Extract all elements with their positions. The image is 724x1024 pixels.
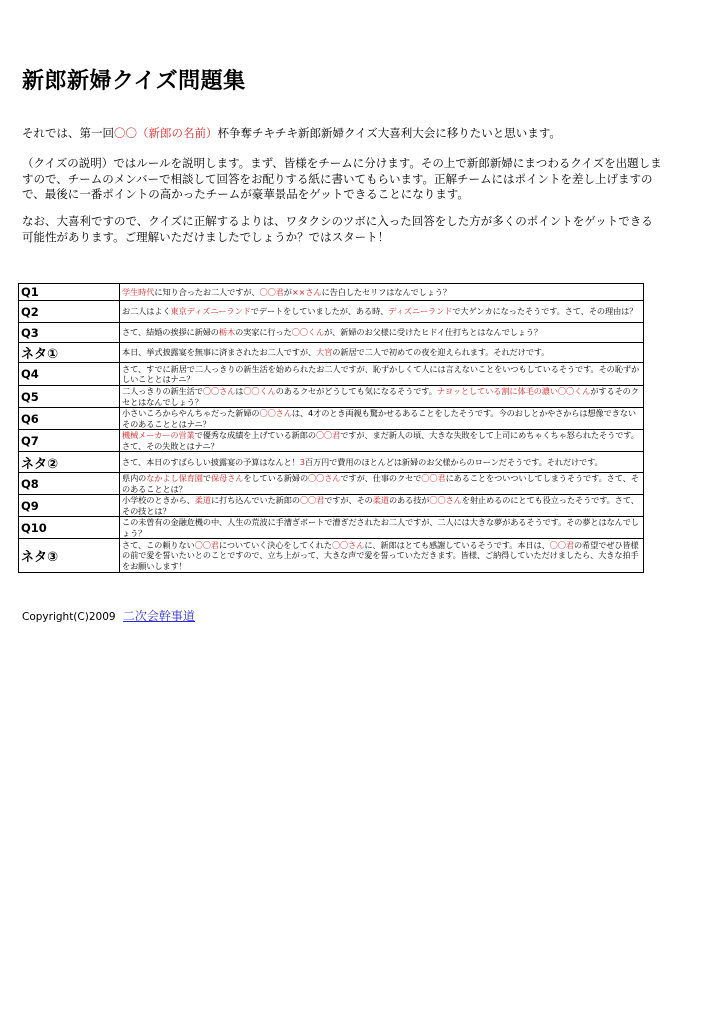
site-link[interactable]: 二次会幹事道 bbox=[122, 609, 195, 623]
highlight-text: 栃木 bbox=[218, 327, 236, 338]
highlight-text: 〇〇くん bbox=[291, 327, 325, 338]
text-segment: さて、この頼りない bbox=[122, 539, 195, 550]
quiz-row bbox=[19, 539, 644, 573]
question-text bbox=[120, 430, 644, 452]
text-segment: さて、結婚の挨拶に新婦の bbox=[122, 327, 219, 338]
text-segment: 小学校のときから、 bbox=[122, 495, 195, 505]
text-segment: にあることをついついしてしまうそうです。さて、そのあることとは？ bbox=[122, 473, 639, 494]
text-segment: 百万円で費用のほとんどは新婦のお父様からのローンだそうです。それだけです。 bbox=[304, 456, 603, 467]
highlight-text: なかよし保育園 bbox=[146, 473, 203, 483]
intro-paragraph-3: なお、大喜利ですので、クイズに正解するよりは、ワタクシのツボに入った回答をした方が多くのポイントをゲットできる可能性があります。ご理解いただけましたでしょうか？ではスタート！ bbox=[22, 214, 653, 244]
text-segment: さて、すでに新居で二人っきりの新生活を始められたお二人ですが、恥ずかしくて人には言えないことをいつもしているそうです。その恥ずかしいこととはナニ？ bbox=[122, 363, 640, 384]
highlight-text: 〇〇君 bbox=[299, 495, 325, 505]
question-label: Q5 bbox=[19, 386, 120, 408]
text-segment: お二人はよく bbox=[122, 306, 171, 317]
text-segment: この未曽有の金融危機の中、人生の荒波に手漕ぎボートで漕ぎだされたお二人ですが、二人には大きな夢があるそうです。その夢とはなんでしょう？ bbox=[122, 517, 639, 538]
text-segment: をしている新婦の bbox=[243, 473, 309, 483]
text-segment: 小さいころからやんちゃだった新婦の bbox=[122, 408, 260, 418]
question-label: Q9 bbox=[19, 495, 120, 517]
quiz-row bbox=[19, 408, 644, 430]
question-text bbox=[120, 473, 644, 495]
question-label: Q4 bbox=[19, 363, 120, 386]
question-label: ネタ① bbox=[19, 343, 120, 363]
text-segment: で大ゲンカになったそうです。さて、その理由は？ bbox=[452, 306, 638, 317]
quiz-row bbox=[19, 363, 644, 386]
highlight-text: 〇〇君 bbox=[259, 286, 284, 297]
question-label: ネタ③ bbox=[19, 539, 120, 573]
highlight-text: 〇〇さん bbox=[202, 386, 236, 396]
text-segment: 杯争奪チキチキ新郎新婦クイズ大喜利大会に移りたいと思います。 bbox=[217, 126, 561, 140]
quiz-row bbox=[19, 386, 644, 408]
quiz-row bbox=[19, 430, 644, 452]
highlight-text: 保母さん bbox=[210, 473, 244, 483]
text-segment: は bbox=[235, 386, 244, 396]
highlight-text: 〇〇さん bbox=[429, 495, 462, 505]
intro-paragraph-1 bbox=[22, 126, 662, 142]
question-text bbox=[120, 495, 644, 517]
page-title: 新郎新婦クイズ問題集 bbox=[22, 69, 246, 94]
question-label: Q7 bbox=[19, 430, 120, 452]
text-segment: の希望でぜひ皆様の前で愛を誓いたいとのことですので、立ち上がって、大きな声で愛を誓っていただきます。皆様、ご納得していただけましたら、大きな拍手をお願いします！ bbox=[122, 539, 639, 571]
quiz-table bbox=[18, 283, 644, 573]
question-label: Q8 bbox=[19, 473, 120, 495]
highlight-text: 〇〇さん bbox=[259, 408, 292, 418]
text-segment: の実家に行った bbox=[235, 327, 292, 338]
text-segment: で bbox=[202, 473, 211, 483]
text-segment: を射止めるのにとても役立ったそうです。さて、その技とは？ bbox=[122, 495, 639, 516]
question-text bbox=[120, 301, 644, 323]
highlight-text: 〇〇君 bbox=[315, 430, 341, 440]
question-label: Q3 bbox=[19, 323, 120, 343]
text-segment: 県内の bbox=[122, 473, 147, 483]
footer bbox=[22, 607, 195, 624]
question-text bbox=[120, 452, 644, 473]
copyright-text: Copyright(C)2009 bbox=[22, 611, 116, 623]
text-segment: がするそのクセとはなんでしょう？ bbox=[122, 386, 639, 407]
quiz-row bbox=[19, 473, 644, 495]
quiz-row bbox=[19, 517, 644, 539]
highlight-text: 学生時代 bbox=[122, 286, 155, 297]
quiz-row bbox=[19, 323, 644, 343]
highlight-text: 〇〇さん bbox=[308, 473, 341, 483]
text-segment: に打ち込んでいた新郎の bbox=[210, 495, 300, 505]
text-segment: ですが、その bbox=[324, 495, 373, 505]
highlight-text: 〇〇くん bbox=[557, 386, 591, 396]
quiz-row bbox=[19, 452, 644, 473]
question-label: Q2 bbox=[19, 301, 120, 323]
text-segment: 本日、挙式披露宴を無事に済まされたお二人ですが、 bbox=[122, 347, 317, 358]
text-segment: は、4才のとき両親も驚かせるあることをしたそうです。今のおしとかやさからは想像できないそのあることとはナニ？ bbox=[122, 408, 636, 429]
intro-paragraph-2: （クイズの説明）ではルールを説明します。まず、皆様をチームに分けます。その上で新郎新婦にまつわるクイズを出題しますので、チームのメンバーで相談して回答をお配りする紙に書いてもらいます。正解チームにはポイントを差し上げますので、最後に一番ポイントの高かったチームが豪華景品をゲットできることになります。 bbox=[22, 156, 662, 201]
text-segment: に、新郎はとても感謝しているそうです。本日は、 bbox=[364, 539, 550, 550]
highlight-text: 〇〇君 bbox=[194, 539, 219, 550]
quiz-row bbox=[19, 301, 644, 323]
text-segment: のあるクセがどうしても気になるそうです。 bbox=[275, 386, 437, 396]
question-text bbox=[120, 517, 644, 539]
text-segment: で優秀な成績を上げている新郎の bbox=[194, 430, 316, 440]
highlight-text: 機械メーカーの営業 bbox=[122, 430, 195, 440]
highlight-text: 東京ディズニーランド bbox=[170, 306, 251, 317]
text-segment: ですが、仕事のクセで bbox=[340, 473, 422, 483]
highlight-text: 〇〇君 bbox=[421, 473, 446, 483]
question-text bbox=[120, 539, 644, 573]
question-label: Q6 bbox=[19, 408, 120, 430]
quiz-row bbox=[19, 495, 644, 517]
highlight-text: 柔道 bbox=[372, 495, 389, 505]
text-segment: それでは、第一回 bbox=[22, 126, 114, 140]
text-segment: が、新婦のお父様に受けたヒドイ仕打ちとはなんでしょう？ bbox=[324, 327, 543, 338]
question-text bbox=[120, 343, 644, 363]
text-segment: 二人っきりの新生活で bbox=[122, 386, 203, 396]
question-text bbox=[120, 323, 644, 343]
highlight-text: 〇〇さん bbox=[331, 539, 365, 550]
text-segment: に知り合ったお二人ですが、 bbox=[154, 286, 260, 297]
text-segment: ですが、まだ新人の頃、大きな失敗をして上司にめちゃくちゃ怒られたそうです。さて、その失敗とはナニ？ bbox=[122, 430, 639, 451]
text-segment: の新居で二人で初めての夜を迎えられます。それだけです。 bbox=[332, 347, 550, 358]
highlight-text: 〇〇君 bbox=[549, 539, 574, 550]
question-label: Q10 bbox=[19, 517, 120, 539]
question-text bbox=[120, 284, 644, 301]
question-text bbox=[120, 408, 644, 430]
quiz-row bbox=[19, 343, 644, 363]
highlight-text: ディズニーランド bbox=[388, 306, 453, 317]
highlight-text: ナヨッとしている割に体毛の濃い bbox=[436, 386, 558, 396]
text-segment: が bbox=[283, 286, 292, 297]
question-text bbox=[120, 386, 644, 408]
text-segment: に告白したセリフはなんでしょう？ bbox=[321, 286, 451, 297]
highlight-text: 〇〇（新郎の名前） bbox=[114, 126, 218, 140]
highlight-text: ××さん bbox=[291, 286, 322, 297]
quiz-row bbox=[19, 284, 644, 301]
text-segment: でデートをしていましたが、ある時、 bbox=[250, 306, 389, 317]
highlight-text: 柔道 bbox=[194, 495, 211, 505]
highlight-text: 〇〇くん bbox=[243, 386, 276, 396]
question-label: Q1 bbox=[19, 284, 120, 301]
highlight-text: 3 bbox=[299, 456, 305, 467]
text-segment: についていく決心をしてくれた bbox=[218, 539, 332, 550]
question-text bbox=[120, 363, 644, 386]
question-label: ネタ② bbox=[19, 452, 120, 473]
highlight-text: 大宮 bbox=[316, 347, 333, 358]
text-segment: さて、本日のすばらしい披露宴の予算はなんと！ bbox=[122, 456, 300, 467]
text-segment: のある技が bbox=[388, 495, 430, 505]
